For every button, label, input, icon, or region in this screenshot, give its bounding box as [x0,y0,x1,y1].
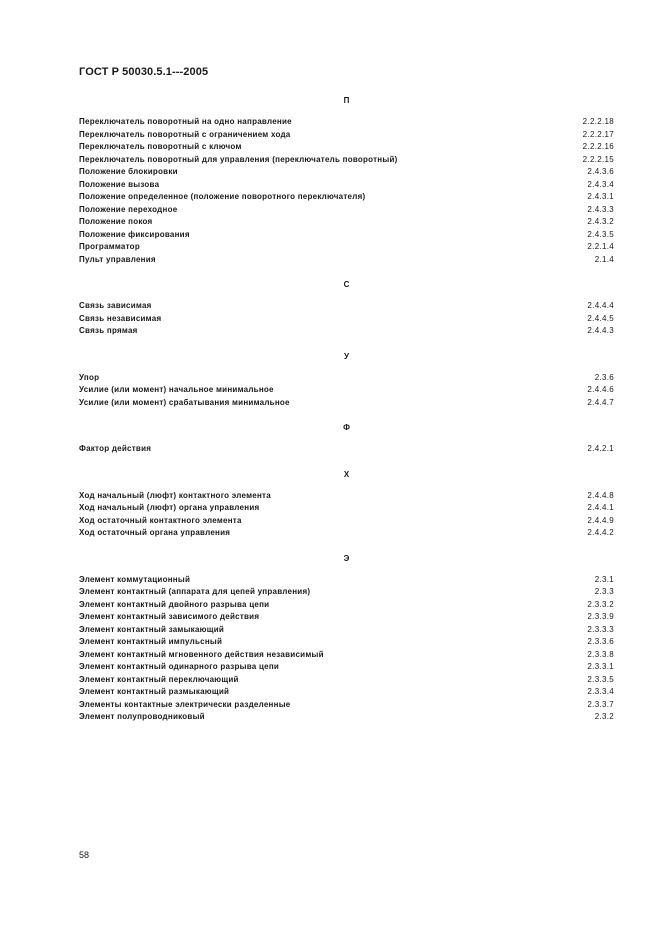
entry-reference: 2.4.4.6 [587,385,614,394]
index-section [79,469,614,553]
section-letter: П [343,96,350,105]
entry-term: Связь зависимая [79,301,152,310]
entry-reference: 2.4.4.3 [587,326,614,335]
entry-reference: 2.4.4.8 [587,490,614,500]
entry-term: Элемент контактный двойного разрыва цепи [79,599,270,609]
index-entry [79,325,614,338]
entry-term: Элемент контактный одинарного разрыва цепи [79,662,280,671]
section-letter: Э [343,553,350,563]
entry-reference: 2.4.3.5 [587,229,614,239]
entry-term: Переключатель поворотный с ограничением хода [79,129,291,139]
index-entry [79,661,614,674]
index-entry [79,300,614,313]
document-header: ГОСТ Р 50030.5.1---2005 [79,66,209,78]
entry-term: Элемент полупроводниковый [79,712,205,721]
index-entry [79,443,614,456]
index-entry [79,686,614,699]
entry-reference: 2.3.3.5 [587,674,614,684]
index-entry [79,624,614,637]
index-section [79,95,614,279]
entry-term: Элемент контактный размыкающий [79,687,230,696]
entry-reference: 2.1.4 [594,254,614,264]
entry-reference: 2.3.3.6 [587,637,614,646]
entry-reference: 2.2.1.4 [587,242,614,251]
entry-term: Положение определенное (положение поворотного переключателя) [79,192,366,201]
entry-term: Ход начальный (люфт) органа управления [79,503,260,512]
index-entry [79,699,614,712]
entry-reference: 2.3.3.1 [587,662,614,671]
index-entry [79,154,614,167]
index-entry [79,490,614,503]
index-entry [79,502,614,515]
alphabetical-index [79,95,614,724]
entry-term: Положение переходное [79,204,178,214]
entry-term: Переключатель поворотный с ключом [79,142,242,151]
index-entry [79,599,614,612]
entry-term: Положение вызова [79,179,160,189]
entry-reference: 2.4.3.2 [587,217,614,226]
entry-term: Ход остаточный органа управления [79,528,231,537]
index-section [79,279,614,351]
entry-term: Усилие (или момент) начальное минимальное [79,385,274,394]
entry-reference: 2.4.4.9 [587,515,614,525]
entry-term: Элемент контактный мгновенного действия независимый [79,649,324,659]
index-entry [79,649,614,662]
entry-reference: 2.2.2.17 [582,129,614,139]
entry-term: Элемент коммутационный [79,574,191,584]
index-entry [79,204,614,217]
index-entry [79,254,614,267]
entry-term: Пульт управления [79,254,156,264]
index-section [79,422,614,469]
entry-term: Элемент контактный замыкающий [79,624,225,634]
entry-reference: 2.3.1 [594,574,614,584]
entry-term: Положение блокировки [79,167,178,176]
entry-term: Элемент контактный переключающий [79,674,239,684]
entry-term: Элемент контактный импульсный [79,637,223,646]
entry-reference: 2.3.3.8 [587,649,614,659]
section-letter: С [343,280,350,289]
index-entry [79,313,614,326]
entry-reference: 2.4.2.1 [587,444,614,453]
entry-reference: 2.4.3.6 [587,167,614,176]
index-entry [79,384,614,397]
index-entry [79,241,614,254]
index-entry [79,636,614,649]
index-entry [79,574,614,587]
entry-reference: 2.4.4.2 [587,528,614,537]
index-entry [79,515,614,528]
entry-term: Ход остаточный контактного элемента [79,515,242,525]
entry-reference: 2.3.3.3 [587,624,614,634]
section-letter: Х [343,469,350,479]
page-number: 58 [79,850,90,860]
entry-term: Связь прямая [79,326,138,335]
index-entry [79,229,614,242]
entry-term: Ход начальный (люфт) контактного элемента [79,490,271,500]
entry-term: Переключатель поворотный на одно направление [79,117,292,126]
index-entry [79,216,614,229]
entry-reference: 2.3.6 [594,372,614,382]
entry-term: Элемент контактный (аппарата для цепей управления) [79,587,311,596]
entry-reference: 2.2.2.15 [582,154,614,164]
entry-term: Усилие (или момент) срабатывания минимальное [79,397,290,407]
entry-reference: 2.4.4.4 [587,301,614,310]
entry-reference: 2.3.3 [594,587,614,596]
entry-reference: 2.4.4.5 [587,313,614,323]
entry-reference: 2.3.3.9 [587,612,614,621]
index-entry [79,611,614,624]
index-entry [79,179,614,192]
entry-reference: 2.4.4.7 [587,397,614,407]
entry-term: Упор [79,372,100,382]
entry-term: Положение фиксирования [79,229,190,239]
entry-term: Программатор [79,242,140,251]
entry-reference: 2.3.3.4 [587,687,614,696]
index-entry [79,166,614,179]
index-entry [79,129,614,142]
section-letter: У [344,351,349,361]
index-entry [79,527,614,540]
index-section [79,553,614,724]
entry-reference: 2.4.4.1 [587,503,614,512]
entry-term: Переключатель поворотный для управления (переключатель поворотный) [79,154,398,164]
section-letter: Ф [343,423,350,432]
entry-reference: 2.4.3.4 [587,179,614,189]
entry-reference: 2.3.2 [594,712,614,721]
index-entry [79,372,614,385]
entry-reference: 2.2.2.16 [582,142,614,151]
index-entry [79,586,614,599]
entry-reference: 2.3.3.2 [587,599,614,609]
entry-term: Элементы контактные электрически разделенные [79,699,291,709]
entry-reference: 2.4.3.1 [587,192,614,201]
entry-term: Положение покоя [79,217,153,226]
entry-reference: 2.4.3.3 [587,204,614,214]
entry-reference: 2.2.2.18 [582,117,614,126]
index-section [79,351,614,423]
index-entry [79,141,614,154]
index-entry [79,397,614,410]
index-entry [79,711,614,724]
index-entry [79,674,614,687]
index-entry [79,191,614,204]
entry-reference: 2.3.3.7 [587,699,614,709]
entry-term: Фактор действия [79,444,152,453]
entry-term: Связь независимая [79,313,162,323]
index-entry [79,116,614,129]
entry-term: Элемент контактный зависимого действия [79,612,260,621]
